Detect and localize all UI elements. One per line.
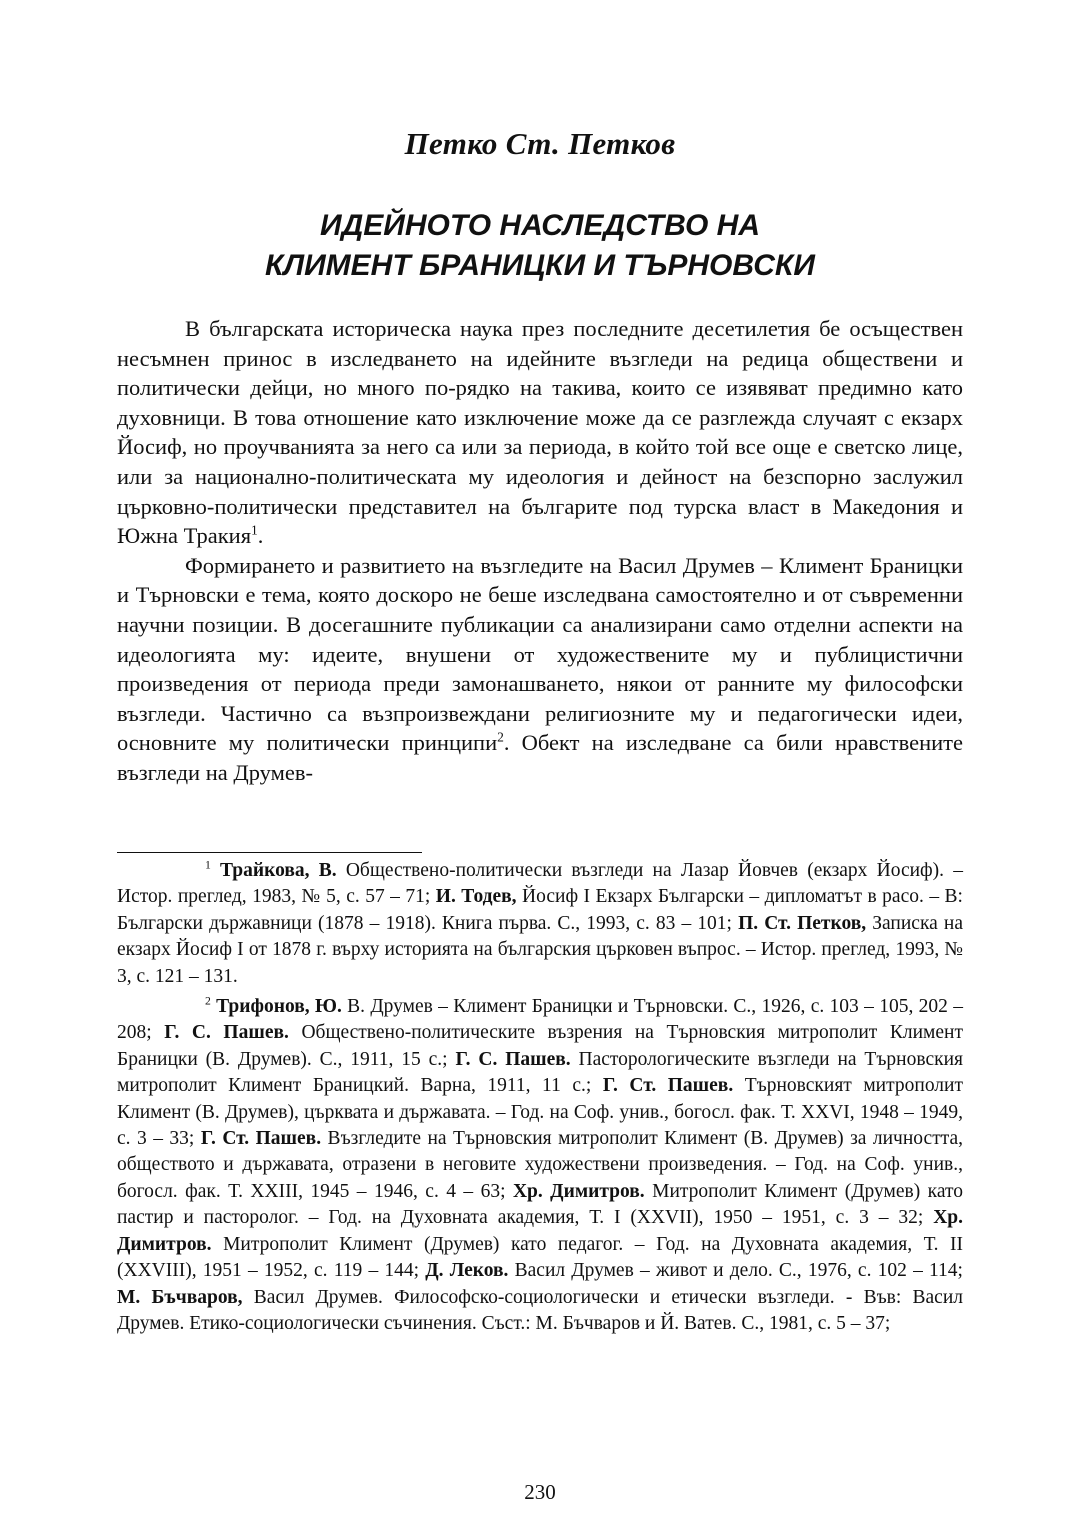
footnote-citation-author: Г. С. Пашев. [164,1022,289,1044]
footnote-citation-author: Д. Леков. [425,1260,509,1282]
footnote-citation-text: Обществено-политическите възрения на Търновския митрополит Климент Браницки (В. Друмев). С., 1911, 15 с.; [117,1022,964,1070]
footnote-number: 1 [205,858,211,872]
footnote-citation-text: Митрополит Климент (Друмев) като педагог. – Год. на Духовната академия, Т. II (XXVIII), 1951 – 1952, с. 119 – 144; [117,1233,963,1282]
title-line-2: КЛИМЕНТ БРАНИЦКИ И ТЪРНОВСКИ [265,249,815,282]
footnote-citation-author: М. Бъчваров, [117,1286,243,1308]
footnote-separator [117,852,422,853]
footnote-citation-author: Хр. Димитров. [117,1207,963,1255]
footnote-citation-text: Васил Друмев. Философско-социологически и етически възгледи. - Във: Васил Друмев. Етико-социологически съчинения. Съст.: М. Бъчваров и Й. Ватев. С., 1981, с. 5 – 37; [117,1286,963,1334]
footnote-citation-author: И. Тодев, [435,886,517,908]
footnotes-section [117,858,963,1341]
footnote-citation-author: Г. Ст. Пашев. [200,1128,322,1150]
author-name: Петко Ст. Петков [404,126,676,161]
footnote-citation-author: П. Ст. Петков, [738,912,867,934]
footnote-reference: 1 [251,522,258,538]
footnote-citation-text: В. Друмев – Климент Браницки и Търновски. С., 1926, с. 103 – 105, 202 – 208; [117,996,963,1044]
footnote-citation-text: Записка на екзарх Йосиф I от 1878 г. върху историята на българския църковен въпрос. – Истор. преглед, 1993, № 3, с. 121 – 131. [117,912,963,987]
footnote-citation-text: Търновският митрополит Климент (В. Друмев), църквата и държавата. – Год. на Соф. унив., богосл. фак. Т. XXVI, 1948 – 1949, с. 3 – 33; [117,1075,963,1150]
footnote-citation-text: Обществено-политически възгледи на Лазар Йовчев (екзарх Йосиф). – Истор. преглед, 1983, № 5, с. 57 – 71; [117,860,963,908]
footnote-number: 2 [205,994,211,1008]
article-body [117,314,963,788]
article-title [0,206,1080,286]
body-paragraph: Формирането и развитието на възгледите на Васил Друмев – Климент Браницки и Търновски е тема, която доскоро не беше изследвана самостоятелно и от съвременни научни позиции. В досегашните публикации са анализирани само отделни аспекти на идеологията му: идеите, внушени от художествените му и публицистични произведения от периода преди замонашването, някои от ранните му философски възгледи. Частично са възпроизвеждани религиозните му и педагогически идеи, основните му политически принципи$^2$. Обект на изследване са били нравствените възгледи на Друмев- [117,552,963,785]
footnote-citation-text: Митрополит Климент (Друмев) като пастир и пасторолог. – Год. на Духовната академия, Т. I (XXVII), 1950 – 1951, с. 3 – 32; [117,1180,963,1229]
title-line-1: ИДЕЙНОТО НАСЛЕДСТВО НА [320,209,760,242]
footnote-citation-author: Г. С. Пашев. [455,1048,571,1070]
footnote-citation-text: Пасторологическите възгледи на Търновския митрополит Климент Браницкий. Варна, 1911, 11 с.; [117,1048,963,1097]
footnote-citation-author: Трайкова, В. [220,860,337,881]
footnote-reference: 2 [497,729,504,745]
footnote-citation-text: Възгледите на Търновския митрополит Климент (В. Друмев) за личността, обществото и държавата, отразени в неговите художествени произведения. – Год. на Соф. унив., богосл. фак. Т. XXIII, 1945 – 1946, с. 4 – 63; [117,1128,963,1202]
page-number: 230 [524,1480,556,1504]
footnote-citation-author: Трифонов, Ю. [216,996,342,1018]
footnote-citation-text: Йосиф I Екзарх Български – дипломатът в расо. – В: Български държавници (1878 – 1918). Книга първа. С., 1993, с. 83 – 101; [117,886,963,934]
footnote-citation-text: Васил Друмев – живот и дело. С., 1976, с. 102 – 114; [508,1260,963,1282]
footnote-citation-author: Хр. Димитров. [512,1180,645,1202]
body-paragraph: В българската историческа наука през последните десетилетия бе осъществен несъмнен принос в изследването на идейните възгледи на редица обществени и политически дейци, но много по-рядко на такива, които се изявяват предимно като духовници. В това отношение като изключение може да се разглежда случаят с екзарх Йосиф, но проучванията за него са или за периода, в който той все още е светско лице, или за национално-политическата му идеология и дейност на безспорно заслужил църковно-политически представител на българите под турска власт в Македония и Южна Тракия$^1$. [117,316,963,549]
footnote-2 [117,994,963,1337]
footnote-1 [117,858,963,990]
footnote-citation-author: Г. Ст. Пашев. [602,1075,734,1097]
